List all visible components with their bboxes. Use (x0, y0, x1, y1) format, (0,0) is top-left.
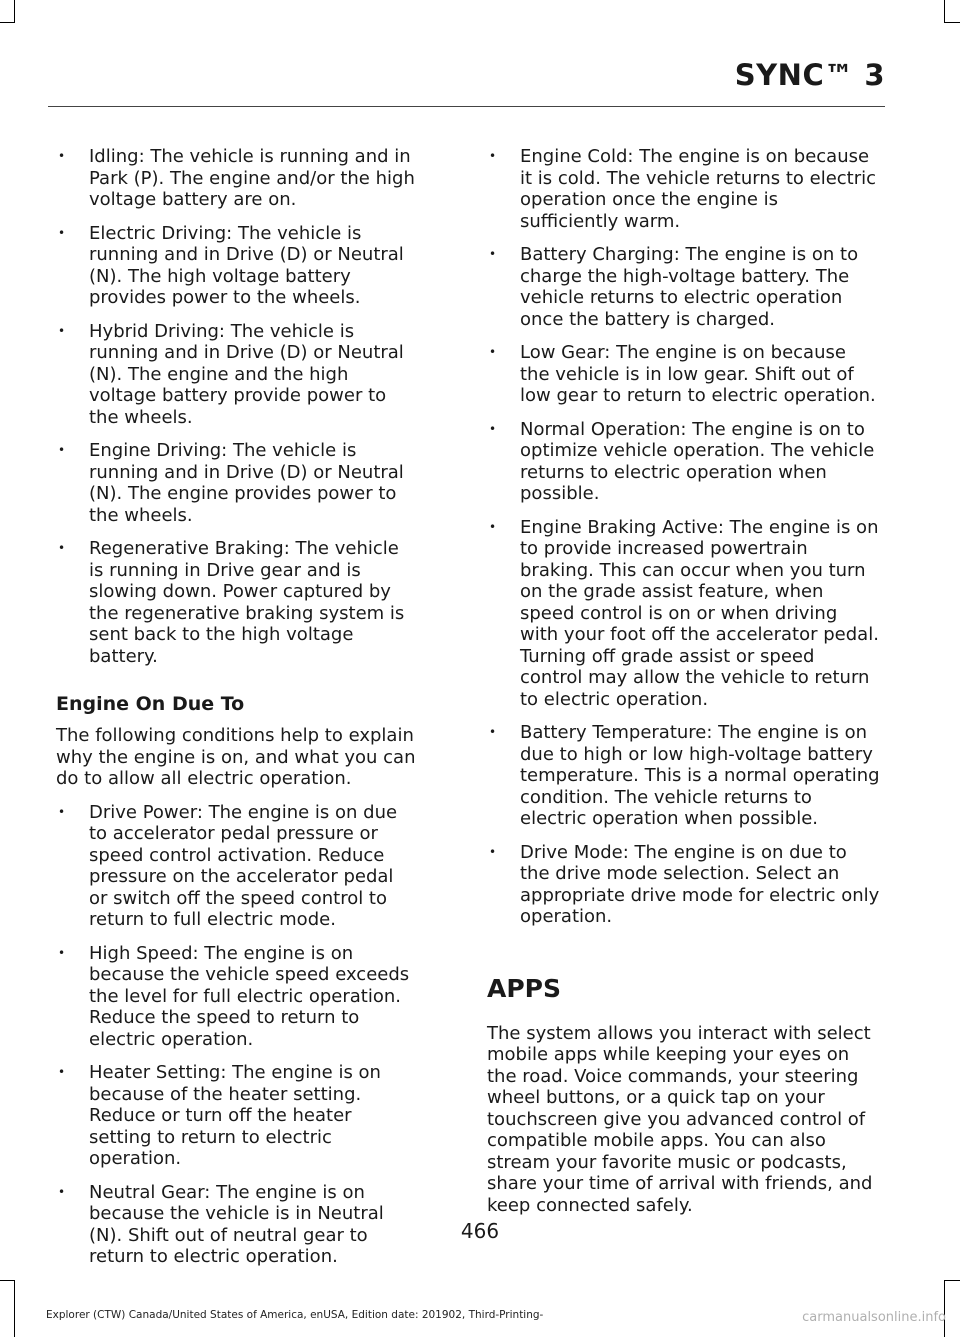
crop-mark-top-left-v (14, 0, 15, 22)
crop-mark-bottom-right-v (944, 1280, 945, 1337)
list-item: • Electric Driving: The vehicle is running and in Drive (D) or Neutral (N). The high voltage battery provides power to the wheels. (56, 223, 416, 309)
crop-mark-top-right-h (944, 22, 960, 23)
right-column (487, 146, 881, 1228)
list-item: • Hybrid Driving: The vehicle is running and in Drive (D) or Neutral (N). The engine and the high voltage battery provide power to the wheels. (56, 321, 416, 429)
apps-paragraph: The system allows you interact with select mobile apps while keeping your eyes on the road. Voice commands, your steering wheel buttons, or a quick tap on your touchscreen give you advanced control of compatible mobile apps. You can also stream your favorite music or podcasts, share your time of arrival with friends, and keep connected safely. (487, 1022, 873, 1216)
footer-edition-info: Explorer (CTW) Canada/United States of America, enUSA, Edition date: 201902, Third-Printing- (46, 1309, 544, 1321)
list-item: • High Speed: The engine is on because the vehicle speed exceeds the level for full electric operation. Reduce the speed to return to electric operation. (56, 943, 416, 1051)
list-item: • Normal Operation: The engine is on to optimize vehicle operation. The vehicle returns to electric operation when possible. (487, 419, 881, 505)
list-item: • Regenerative Braking: The vehicle is running in Drive gear and is slowing down. Power captured by the regenerative braking system is sent back to the high voltage battery. (56, 538, 416, 667)
engine-on-reasons-list-continued (487, 146, 881, 928)
driving-modes-list (56, 146, 416, 667)
crop-mark-bottom-right-h (944, 1280, 960, 1281)
list-item: • Engine Braking Active: The engine is on to provide increased powertrain braking. This can occur when you turn on the grade assist feature, when speed control is on or when driving with your foot off the accelerator pedal. Turning off grade assist or speed control may allow the vehicle to return to electric operation. (487, 517, 881, 711)
list-item: • Low Gear: The engine is on because the vehicle is in low gear. Shift out of low gear to return to electric operation. (487, 342, 881, 407)
crop-mark-bottom-left-h (0, 1280, 15, 1281)
header-divider (48, 106, 885, 107)
section-subheading: Engine On Due To (56, 693, 245, 715)
list-item: • Drive Power: The engine is on due to accelerator pedal pressure or speed control activation. Reduce pressure on the accelerator pedal or switch off the speed control to return to full electric mode. (56, 802, 416, 931)
list-item: • Battery Charging: The engine is on to charge the high-voltage battery. The vehicle returns to electric operation once the battery is charged. (487, 244, 881, 330)
crop-mark-top-left-h (0, 22, 15, 23)
list-item: • Neutral Gear: The engine is on because the vehicle is in Neutral (N). Shift out of neutral gear to return to electric operation. (56, 1182, 416, 1268)
page-title: SYNC™ 3 (734, 58, 885, 92)
list-item: • Engine Driving: The vehicle is running and in Drive (D) or Neutral (N). The engine provides power to the wheels. (56, 440, 416, 526)
list-item: • Engine Cold: The engine is on because it is cold. The vehicle returns to electric operation once the engine is sufficiently warm. (487, 146, 881, 232)
crop-mark-top-right-v (944, 0, 945, 22)
list-item: • Heater Setting: The engine is on because of the heater setting. Reduce or turn off the heater setting to return to electric operation. (56, 1062, 416, 1170)
section-heading: APPS (487, 973, 561, 1003)
list-item: • Idling: The vehicle is running and in Park (P). The engine and/or the high voltage battery are on. (56, 146, 416, 211)
left-column (56, 146, 416, 1280)
crop-mark-bottom-left-v (14, 1280, 15, 1337)
engine-on-reasons-list (56, 802, 416, 1268)
page-number: 466 (460, 1219, 500, 1243)
list-item: • Battery Temperature: The engine is on due to high or low high-voltage battery temperature. This is a normal operating condition. The vehicle returns to electric operation when possible. (487, 722, 881, 830)
list-item: • Drive Mode: The engine is on due to the drive mode selection. Select an appropriate drive mode for electric only operation. (487, 842, 881, 928)
intro-paragraph: The following conditions help to explain why the engine is on, and what you can do to allow all electric operation. (56, 725, 416, 789)
watermark: carmanualsonline.info (802, 1310, 946, 1325)
